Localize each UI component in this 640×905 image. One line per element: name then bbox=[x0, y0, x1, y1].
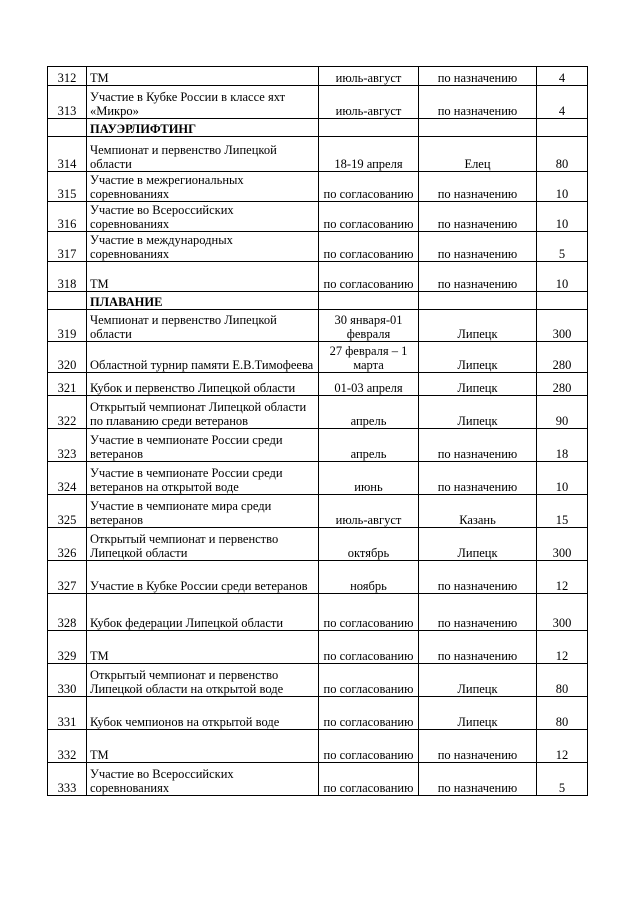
event-name: Кубок и первенство Липецкой области bbox=[87, 373, 319, 396]
place-cell bbox=[419, 119, 537, 137]
event-place: по назначению bbox=[419, 561, 537, 594]
section-header-row bbox=[48, 119, 588, 137]
event-name: ТМ bbox=[87, 262, 319, 292]
participants-count: 300 bbox=[537, 594, 588, 631]
event-name: Участие в международных соревнованиях bbox=[87, 232, 319, 262]
event-date: июнь bbox=[319, 462, 419, 495]
participants-count: 10 bbox=[537, 172, 588, 202]
event-date: 27 февраля – 1 марта bbox=[319, 342, 419, 373]
table-row bbox=[48, 561, 588, 594]
schedule-body bbox=[48, 67, 588, 796]
event-name: Участие в Кубке России в классе яхт «Микро» bbox=[87, 86, 319, 119]
participants-count: 80 bbox=[537, 697, 588, 730]
row-number: 320 bbox=[48, 342, 87, 373]
section-title: ПЛАВАНИЕ bbox=[87, 292, 319, 310]
table-row bbox=[48, 67, 588, 86]
event-date: по согласованию bbox=[319, 763, 419, 796]
event-place: по назначению bbox=[419, 232, 537, 262]
event-date: апрель bbox=[319, 429, 419, 462]
participants-count: 5 bbox=[537, 763, 588, 796]
event-date: июль-август bbox=[319, 495, 419, 528]
participants-count: 12 bbox=[537, 730, 588, 763]
row-number: 327 bbox=[48, 561, 87, 594]
row-number: 330 bbox=[48, 664, 87, 697]
table-row bbox=[48, 462, 588, 495]
event-date: 01-03 апреля bbox=[319, 373, 419, 396]
table-row bbox=[48, 730, 588, 763]
date-cell bbox=[319, 119, 419, 137]
row-number: 317 bbox=[48, 232, 87, 262]
participants-count: 10 bbox=[537, 202, 588, 232]
participants-count: 280 bbox=[537, 342, 588, 373]
event-place: по назначению bbox=[419, 202, 537, 232]
section-header-row bbox=[48, 292, 588, 310]
event-date: по согласованию bbox=[319, 697, 419, 730]
event-place: Липецк bbox=[419, 396, 537, 429]
row-number: 312 bbox=[48, 67, 87, 86]
row-number: 328 bbox=[48, 594, 87, 631]
event-name: Участие в чемпионате России среди ветеранов bbox=[87, 429, 319, 462]
row-number: 332 bbox=[48, 730, 87, 763]
table-row bbox=[48, 232, 588, 262]
row-number: 323 bbox=[48, 429, 87, 462]
table-row bbox=[48, 373, 588, 396]
table-row bbox=[48, 763, 588, 796]
table-row bbox=[48, 342, 588, 373]
event-name: Открытый чемпионат Липецкой области по плаванию среди ветеранов bbox=[87, 396, 319, 429]
event-place: по назначению bbox=[419, 730, 537, 763]
row-number: 318 bbox=[48, 262, 87, 292]
event-date: ноябрь bbox=[319, 561, 419, 594]
row-number-cell bbox=[48, 292, 87, 310]
table-row bbox=[48, 86, 588, 119]
row-number: 329 bbox=[48, 631, 87, 664]
participants-count: 300 bbox=[537, 310, 588, 342]
participants-count: 80 bbox=[537, 664, 588, 697]
participants-count: 4 bbox=[537, 86, 588, 119]
participants-count: 80 bbox=[537, 137, 588, 172]
participants-count: 5 bbox=[537, 232, 588, 262]
participants-cell bbox=[537, 292, 588, 310]
event-name: Участие в межрегиональных соревнованиях bbox=[87, 172, 319, 202]
event-date: по согласованию bbox=[319, 664, 419, 697]
table-row bbox=[48, 310, 588, 342]
event-place: Липецк bbox=[419, 697, 537, 730]
event-date: октябрь bbox=[319, 528, 419, 561]
section-title: ПАУЭРЛИФТИНГ bbox=[87, 119, 319, 137]
event-place: по назначению bbox=[419, 172, 537, 202]
participants-count: 12 bbox=[537, 631, 588, 664]
schedule-table bbox=[47, 66, 588, 796]
place-cell bbox=[419, 292, 537, 310]
event-place: по назначению bbox=[419, 429, 537, 462]
event-name: Открытый чемпионат и первенство Липецкой области bbox=[87, 528, 319, 561]
event-name: Чемпионат и первенство Липецкой области bbox=[87, 137, 319, 172]
table-row bbox=[48, 495, 588, 528]
event-name: Участие в чемпионате России среди ветеранов на открытой воде bbox=[87, 462, 319, 495]
participants-count: 18 bbox=[537, 429, 588, 462]
event-place: Липецк bbox=[419, 373, 537, 396]
participants-count: 15 bbox=[537, 495, 588, 528]
participants-count: 90 bbox=[537, 396, 588, 429]
event-place: по назначению bbox=[419, 631, 537, 664]
event-place: по назначению bbox=[419, 763, 537, 796]
row-number: 321 bbox=[48, 373, 87, 396]
event-date: 18-19 апреля bbox=[319, 137, 419, 172]
participants-cell bbox=[537, 119, 588, 137]
row-number: 316 bbox=[48, 202, 87, 232]
event-date: по согласованию bbox=[319, 172, 419, 202]
event-place: Елец bbox=[419, 137, 537, 172]
event-place: Липецк bbox=[419, 664, 537, 697]
event-name: Участие в Кубке России среди ветеранов bbox=[87, 561, 319, 594]
event-place: по назначению bbox=[419, 462, 537, 495]
row-number: 313 bbox=[48, 86, 87, 119]
event-name: Участие во Всероссийских соревнованиях bbox=[87, 763, 319, 796]
table-row bbox=[48, 202, 588, 232]
row-number: 325 bbox=[48, 495, 87, 528]
event-date: по согласованию bbox=[319, 262, 419, 292]
event-name: Кубок федерации Липецкой области bbox=[87, 594, 319, 631]
table-row bbox=[48, 664, 588, 697]
row-number: 333 bbox=[48, 763, 87, 796]
row-number: 331 bbox=[48, 697, 87, 730]
event-date: по согласованию bbox=[319, 232, 419, 262]
table-row bbox=[48, 528, 588, 561]
event-name: Кубок чемпионов на открытой воде bbox=[87, 697, 319, 730]
event-place: Липецк bbox=[419, 528, 537, 561]
event-place: по назначению bbox=[419, 67, 537, 86]
event-date: по согласованию bbox=[319, 730, 419, 763]
event-date: по согласованию bbox=[319, 202, 419, 232]
participants-count: 300 bbox=[537, 528, 588, 561]
participants-count: 10 bbox=[537, 262, 588, 292]
event-name: Открытый чемпионат и первенство Липецкой области на открытой воде bbox=[87, 664, 319, 697]
event-date: июль-август bbox=[319, 86, 419, 119]
row-number: 319 bbox=[48, 310, 87, 342]
table-row bbox=[48, 262, 588, 292]
table-row bbox=[48, 594, 588, 631]
date-cell bbox=[319, 292, 419, 310]
row-number: 315 bbox=[48, 172, 87, 202]
participants-count: 12 bbox=[537, 561, 588, 594]
row-number: 324 bbox=[48, 462, 87, 495]
row-number-cell bbox=[48, 119, 87, 137]
event-name: Участие во Всероссийских соревнованиях bbox=[87, 202, 319, 232]
event-date: по согласованию bbox=[319, 594, 419, 631]
event-name: ТМ bbox=[87, 67, 319, 86]
event-place: по назначению bbox=[419, 86, 537, 119]
row-number: 314 bbox=[48, 137, 87, 172]
participants-count: 280 bbox=[537, 373, 588, 396]
event-name: ТМ bbox=[87, 730, 319, 763]
table-row bbox=[48, 429, 588, 462]
participants-count: 4 bbox=[537, 67, 588, 86]
event-name: Областной турнир памяти Е.В.Тимофеева bbox=[87, 342, 319, 373]
row-number: 322 bbox=[48, 396, 87, 429]
event-date: по согласованию bbox=[319, 631, 419, 664]
event-date: июль-август bbox=[319, 67, 419, 86]
table-row bbox=[48, 631, 588, 664]
row-number: 326 bbox=[48, 528, 87, 561]
event-name: ТМ bbox=[87, 631, 319, 664]
table-row bbox=[48, 697, 588, 730]
event-name: Чемпионат и первенство Липецкой области bbox=[87, 310, 319, 342]
event-date: 30 января-01 февраля bbox=[319, 310, 419, 342]
table-row bbox=[48, 172, 588, 202]
event-name: Участие в чемпионате мира среди ветеранов bbox=[87, 495, 319, 528]
event-place: по назначению bbox=[419, 594, 537, 631]
event-place: Липецк bbox=[419, 310, 537, 342]
table-row bbox=[48, 396, 588, 429]
participants-count: 10 bbox=[537, 462, 588, 495]
event-place: Липецк bbox=[419, 342, 537, 373]
event-place: Казань bbox=[419, 495, 537, 528]
table-row bbox=[48, 137, 588, 172]
event-place: по назначению bbox=[419, 262, 537, 292]
event-date: апрель bbox=[319, 396, 419, 429]
